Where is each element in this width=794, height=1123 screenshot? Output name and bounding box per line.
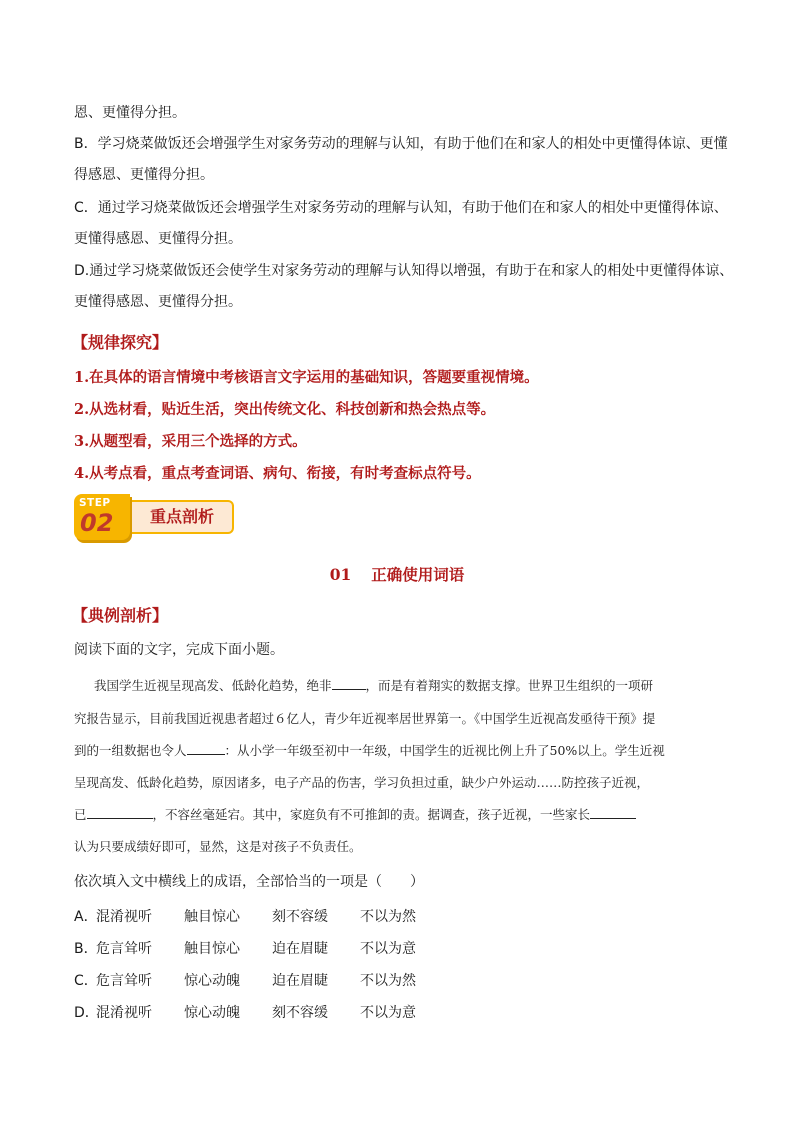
passage-line: 究报告显示，目前我国近视患者超过６亿人，青少年近视率居世界第一。《中国学生近视高发亟待干预》提 (74, 711, 656, 726)
text-line: 更懂得感恩、更懂得分担。 (74, 294, 242, 310)
passage-line: 已 ，不容丝毫延宕。其中，家庭负有不可推卸的责。据调查，孩子近视，一些家长 (74, 805, 722, 823)
option-a: A．混淆视听 触目惊心 刻不容缓 不以为然 (74, 909, 416, 925)
answer-blank (87, 806, 153, 819)
subsection-title (0, 563, 794, 585)
step-banner (74, 494, 236, 540)
option-b: B．危言耸听 触目惊心 迫在眉睫 不以为意 (74, 941, 416, 957)
question-text: 依次填入文中横线上的成语，全部恰当的一项是（ ） (74, 874, 424, 890)
rule-item: 2.从选材看，贴近生活，突出传统文化、科技创新和热会热点等。 (74, 401, 496, 418)
text-line: 得感恩、更懂得分担。 (74, 167, 214, 183)
rule-item: 4.从考点看，重点考查词语、病句、衔接，有时考查标点符号。 (74, 465, 481, 482)
text-line: B．学习烧菜做饭还会增强学生对家务劳动的理解与认知，有助于他们在和家人的相处中更懂得体谅、更懂 (74, 136, 728, 152)
rule-item: 1.在具体的语言情境中考核语言文字运用的基础知识，答题要重视情境。 (74, 369, 539, 386)
answer-blank (187, 742, 225, 755)
rule-item: 3.从题型看，采用三个选择的方式。 (74, 433, 307, 450)
subsection-number: 01 (329, 565, 352, 584)
option-c: C．危言耸听 惊心动魄 迫在眉睫 不以为然 (74, 973, 416, 989)
answer-blank (332, 677, 366, 690)
subsection-text: 正确使用词语 (371, 565, 465, 584)
rule-section-heading: 【规律探究】 (72, 333, 169, 352)
text-line: 恩、更懂得分担。 (74, 105, 186, 121)
step-word: STEP (79, 497, 111, 509)
passage-line: 我国学生近视呈现高发、低龄化趋势，绝非 ，而是有着翔实的数据支撑。世界卫生组织的一项研 (94, 678, 654, 693)
option-d: D．混淆视听 惊心动魄 刻不容缓 不以为意 (74, 1005, 416, 1021)
step-badge (74, 494, 130, 540)
step-label: 重点剖析 (132, 500, 234, 534)
instruction-text: 阅读下面的文字，完成下面小题。 (74, 642, 284, 658)
passage-line: 呈现高发、低龄化趋势，原因诸多，电子产品的伤害，学习负担过重，缺少户外运动……防控孩子近视， (74, 775, 650, 790)
passage-line: 到的一组数据也令人 ：从小学一年级至初中一年级，中国学生的近视比例上升了50%以上。学生近视 (74, 743, 665, 758)
step-number: 02 (80, 509, 114, 537)
passage-line: 认为只要成绩好即可，显然，这是对孩子不负责任。 (74, 839, 362, 854)
text-line: C．通过学习烧菜做饭还会增强学生对家务劳动的理解与认知，有助于他们在和家人的相处中更懂得体谅、 (74, 200, 728, 216)
example-section-heading: 【典例剖析】 (72, 606, 169, 625)
text-line: 更懂得感恩、更懂得分担。 (74, 231, 242, 247)
text-line: D.通过学习烧菜做饭还会使学生对家务劳动的理解与认知得以增强，有助于在和家人的相处中更懂得体谅、 (74, 263, 734, 279)
answer-blank (590, 806, 636, 819)
